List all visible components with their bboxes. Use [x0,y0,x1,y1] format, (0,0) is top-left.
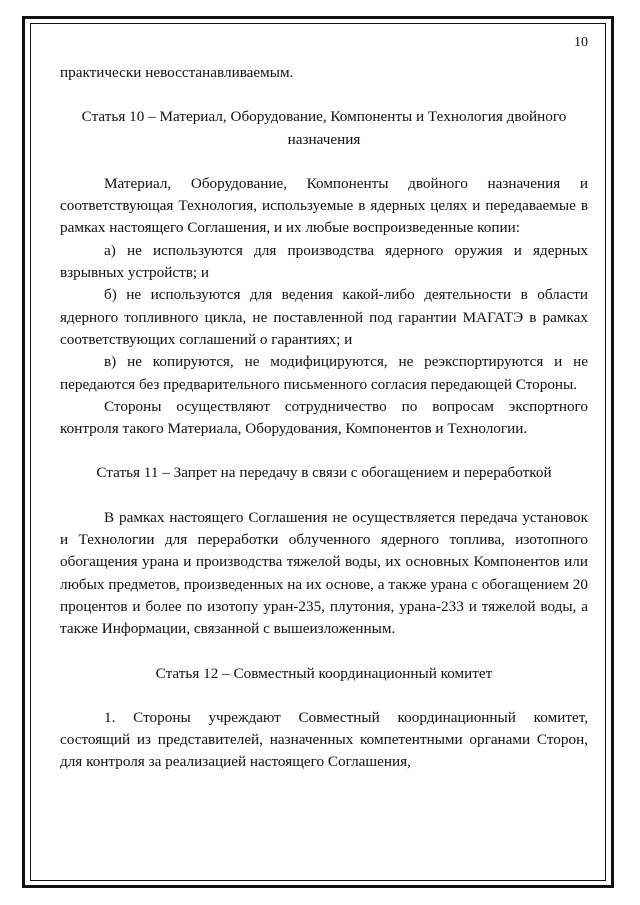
opening-fragment: практически невосстанавливаемым. [60,64,294,81]
article-12-heading: Статья 12 – Совместный координационный комитет [155,664,493,682]
article-11-heading: Статья 11 – Запрет на передачу в связи с обогащением и переработкой [96,464,552,482]
page-number: 10 [574,35,588,50]
article-11-body: В рамках настоящего Соглашения не осуществляется передача установок и Технологии для переработки облученного ядерного топлива, изотопного обогащения урана и производства тяжелой воды, их основных Компонентов или любых предметов, произведенных на их основе, а также урана с обогащением 20 процентов и более по изотопу уран-235, плутония, урана-233 и тяжелой воды, а также Информации, связанной с вышеизложенным. [60,508,588,638]
article-10-heading: Статья 10 – Материал, Оборудование, Компоненты и Технология двойного назначения [81,108,567,148]
article-10-intro: Материал, Оборудование, Компоненты двойного назначения и соответствующая Технология, используемые в ядерных целях и передаваемые в рамках настоящего Соглашения, и их любые воспроизведенные копии: [60,174,588,237]
article-10-item-c: в) не копируются, не модифицируются, не реэкспортируются и не передаются без предварительного письменного согласия передающей Стороны. [60,353,588,393]
article-10-item-b: б) не используются для ведения какой-либо деятельности в области ядерного топливного цикла, не поставленной под гарантии МАГАТЭ в рамках соответствующих соглашений о гарантиях; и [60,286,588,348]
document-body [60,32,588,774]
article-12-paragraph-1: 1. Стороны учреждают Совместный координационный комитет, состоящий из представителей, назначенных компетентными органами Сторон, для контроля за реализацией настоящего Соглашения, [60,708,588,771]
article-10-closing: Стороны осуществляют сотрудничество по вопросам экспортного контроля такого Материала, Оборудования, Компонентов и Технологии. [60,397,588,438]
article-10-item-a: а) не используются для производства ядерного оружия и ядерных взрывных устройств; и [60,241,588,282]
